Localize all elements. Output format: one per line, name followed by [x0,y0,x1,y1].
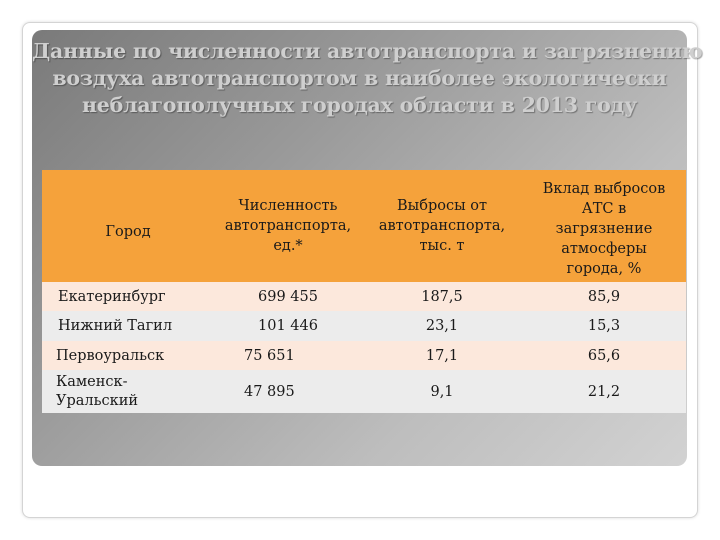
header-emissions [362,170,522,282]
cell-share: 15,3 [587,318,621,334]
table-row [42,370,686,413]
table-row [42,311,686,341]
cell-city [42,282,214,311]
cell-share: 21,2 [587,383,621,400]
city-name: Первоуральск [56,347,165,364]
city-name: Нижний Тагил [58,318,173,334]
title-line-2: воздуха автотранспортом в наиболее экологически [52,66,667,90]
header-vehicle-count [214,170,362,282]
cell-share: 85,9 [587,288,621,305]
header-share-line: города, % [566,261,642,277]
slide-title [32,38,703,119]
header-count-line: автотранспорта, [224,218,352,234]
cell-emissions: 187,5 [421,288,463,305]
header-city [42,170,214,282]
table-row [42,282,686,311]
city-name: Екатеринбург [58,288,166,305]
header-city-label: Город [105,224,151,240]
table-header-row [42,170,686,282]
cell-vehicle-count: 47 895 [244,383,295,400]
header-emissions-line: автотранспорта, [378,218,506,234]
cell-city [42,311,214,341]
cell-vehicle-count: 75 651 [244,347,295,364]
header-share [522,170,686,282]
header-count-line: ед.* [273,238,303,254]
cell-vehicle-count: 699 455 [258,288,318,305]
header-emissions-line: Выбросы от [397,198,487,214]
cell-emissions: 17,1 [425,347,459,364]
city-name-line: Каменск- [56,373,128,390]
cell-city [42,341,214,370]
pollution-table [42,170,686,413]
cell-emissions: 23,1 [425,318,459,334]
cell-emissions: 9,1 [430,383,454,400]
header-count-line: Численность [238,198,338,214]
title-line-1: Данные по численности автотранспорта и загрязнению [32,39,703,63]
header-share-line: АТС в [581,201,627,217]
header-share-line: атмосферы [561,241,647,257]
city-name-line: Уральский [56,392,139,409]
header-emissions-line: тыс. т [419,238,465,254]
header-share-line: загрязнение [555,221,653,237]
cell-share: 65,6 [587,347,621,364]
title-line-3: неблагополучных городах области в 2013 году [81,93,638,117]
header-share-line: Вклад выбросов [542,181,666,197]
cell-vehicle-count: 101 446 [258,318,318,334]
table-row [42,341,686,370]
cell-city [42,370,214,413]
